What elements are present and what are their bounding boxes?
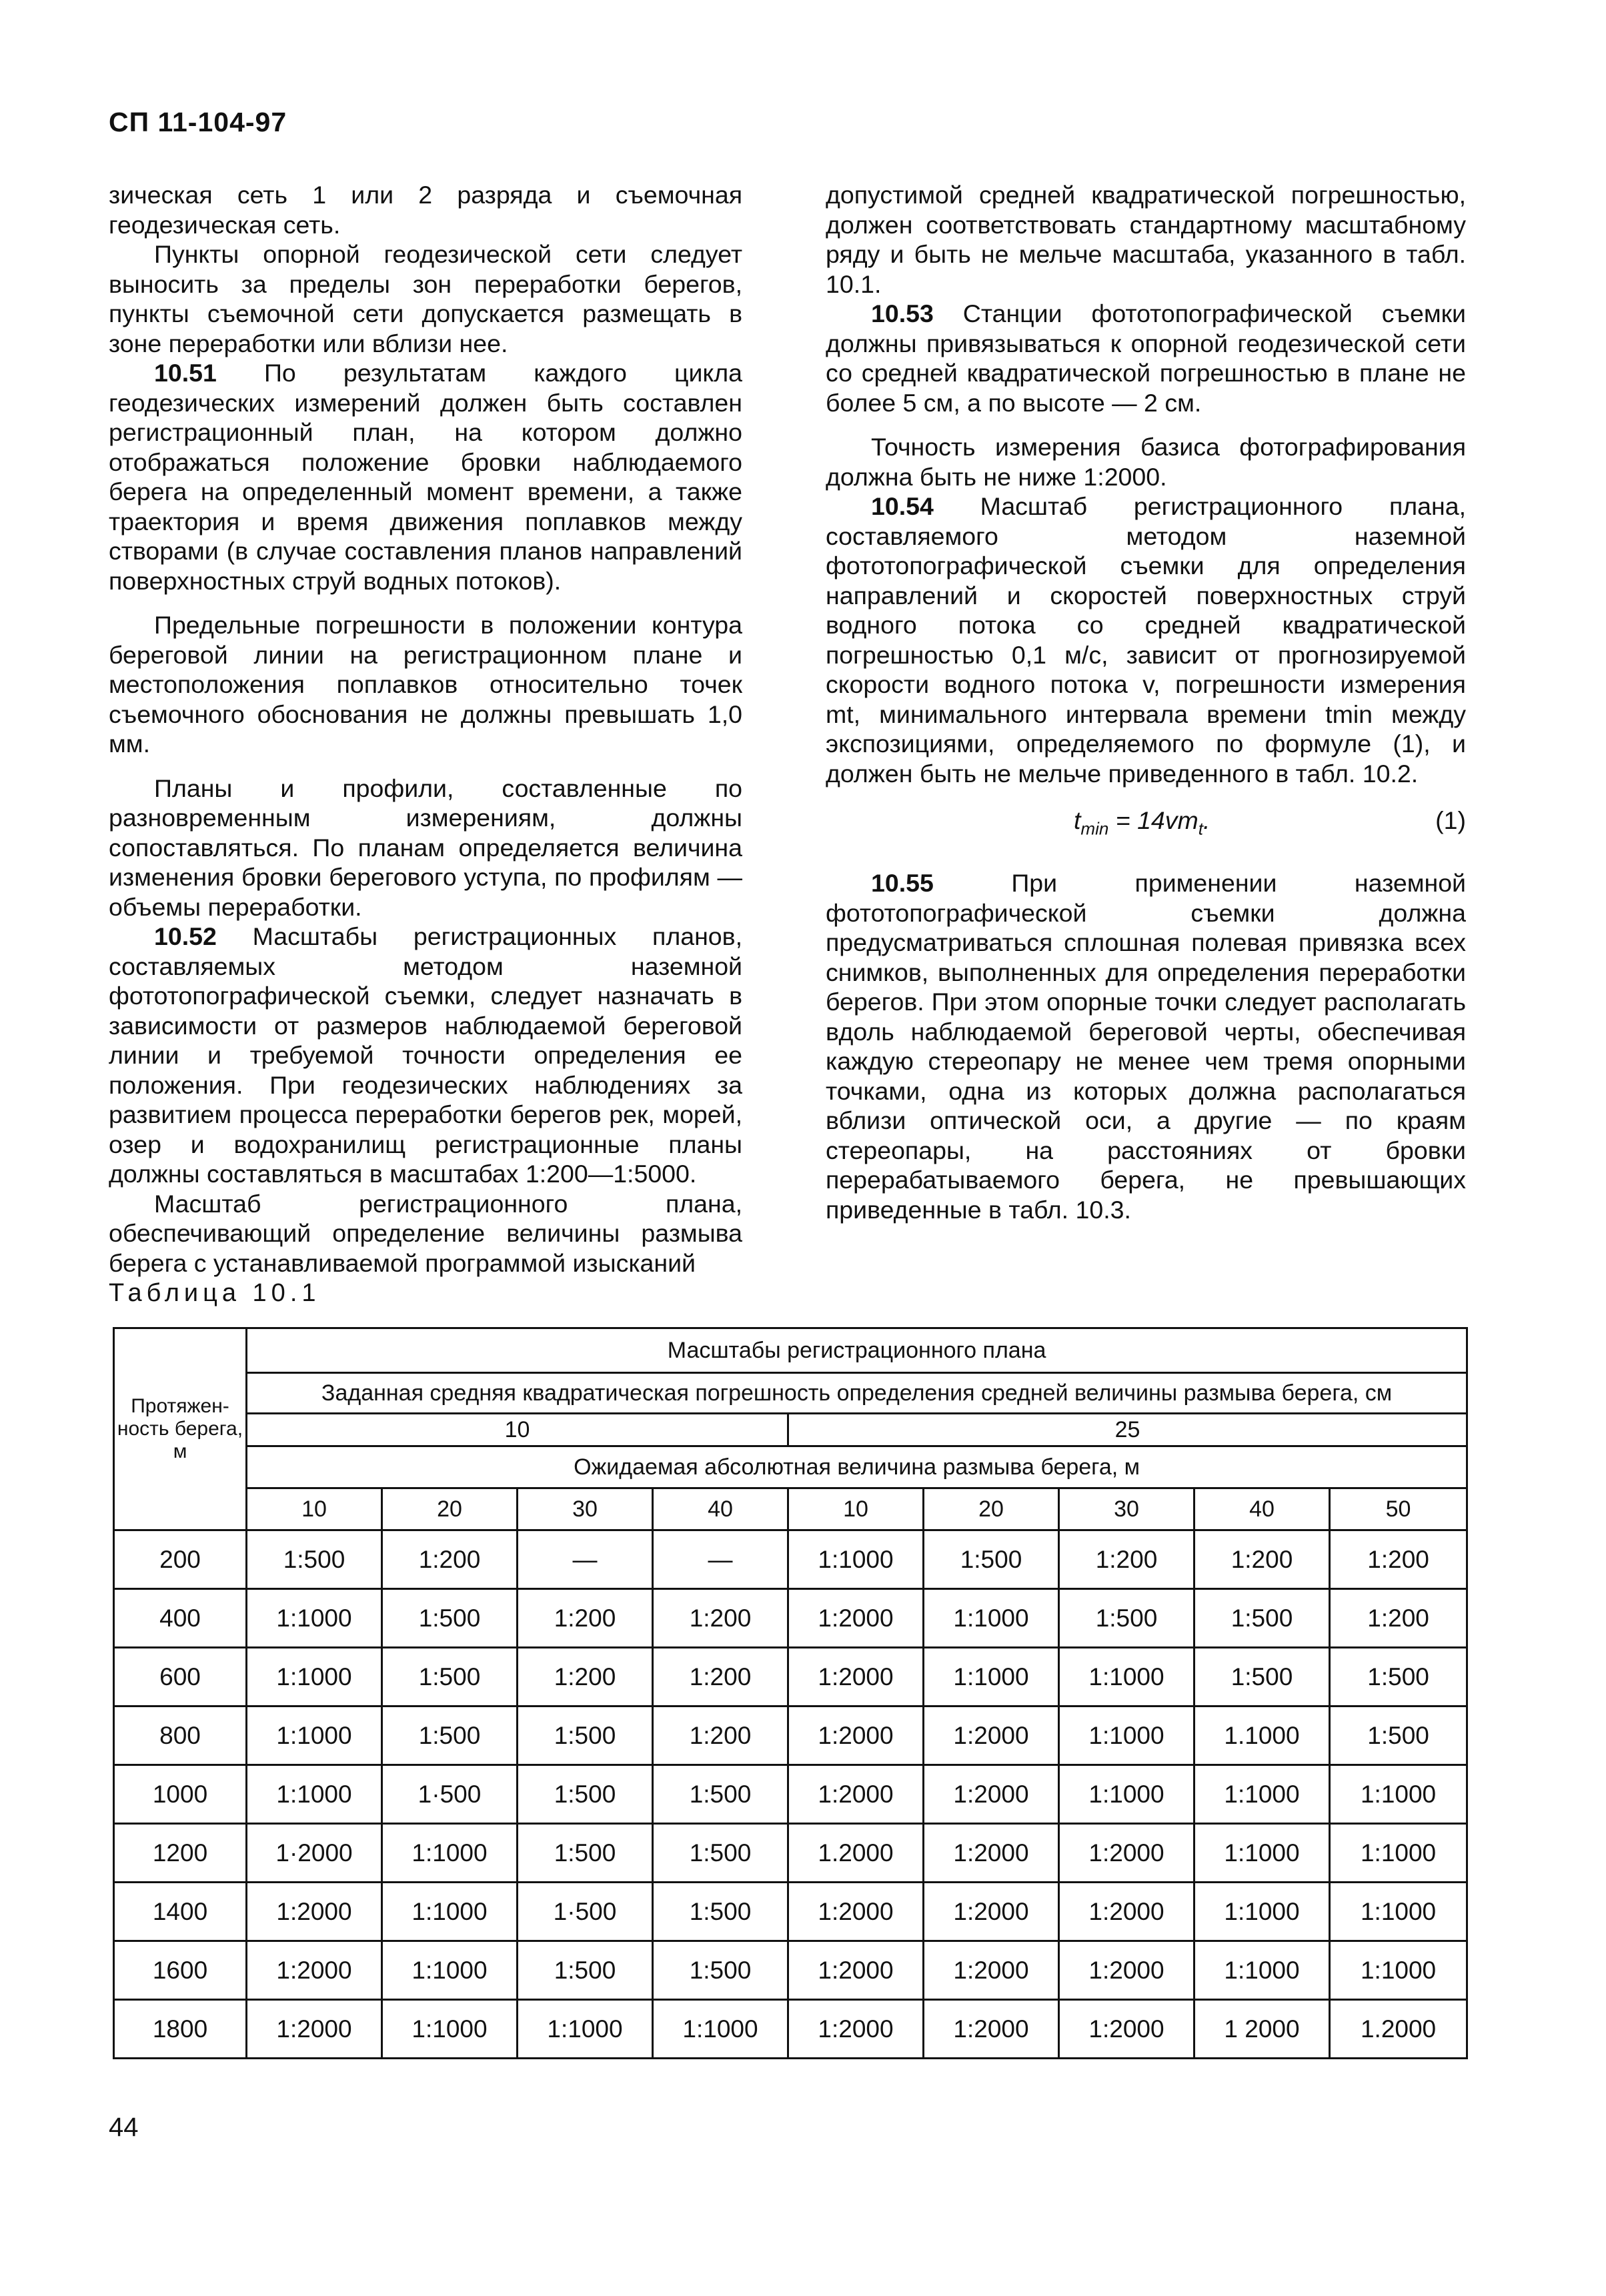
table-row [114, 1824, 1467, 1883]
column-header: 10 [788, 1488, 924, 1530]
table-cell: 1:2000 [1059, 1824, 1194, 1883]
table-row [114, 1941, 1467, 2000]
paragraph-text: Точность измерения базиса фотографирования должна быть не ниже 1:2000. [826, 433, 1466, 491]
formula-lhs-sub: min [1080, 818, 1109, 839]
table-cell: 1:2000 [788, 1765, 924, 1824]
table-cell: 1:2000 [788, 1706, 924, 1765]
table-cell: 1:2000 [1059, 1941, 1194, 2000]
row-length: 200 [114, 1530, 247, 1589]
paragraph [109, 610, 742, 759]
table-cell: 1.2000 [788, 1824, 924, 1883]
table-cell: 1:1000 [1194, 1883, 1330, 1941]
table-cell: 1:1000 [1330, 1883, 1467, 1941]
row-length: 800 [114, 1706, 247, 1765]
table-cell: 1:200 [382, 1530, 518, 1589]
column-header: 10 [247, 1488, 382, 1530]
paragraph-text: Масштабы регистрационных планов, составляемых методом наземной фототопографической съемки, следует назначать в зависимости от размеров наблюдаемой береговой линии и требуемой точности определения ее положения. При геодезических наблюдениях за развитием процесса переработки берегов рек, морей, озер и водохранилищ регистрационные планы должны составляться в масштабах 1:200—1:5000. [109, 922, 742, 1188]
table-title: Масштабы регистрационного плана [247, 1328, 1467, 1373]
column-header: 30 [518, 1488, 653, 1530]
table-cell: 1:200 [1059, 1530, 1194, 1589]
table-cell: 1:2000 [247, 1883, 382, 1941]
table-cell: 1:1000 [1194, 1941, 1330, 2000]
table-cell: 1:2000 [788, 1648, 924, 1706]
table-cell: 1:1000 [247, 1648, 382, 1706]
table-cell: 1:2000 [924, 1765, 1059, 1824]
paragraph-text: Станции фототопографической съемки должны привязываться к опорной геодезической сети со средней квадратической погрешностью в плане не более 5 см, а по высоте — 2 см. [826, 299, 1466, 417]
column-header: 40 [1194, 1488, 1330, 1530]
paragraph-text: Планы и профили, составленные по разновременным измерениям, должны сопоставляться. По планам определяется величина изменения бровки берегового уступа, по профилям — объемы переработки. [109, 774, 742, 921]
table-cell: 1:1000 [1194, 1765, 1330, 1824]
table-caption: Таблица 10.1 [109, 1279, 321, 1307]
table-cell: 1:1000 [382, 1883, 518, 1941]
table-cell: 1:500 [1330, 1706, 1467, 1765]
table-cell: 1:1000 [247, 1765, 382, 1824]
table-cell: 1:500 [518, 1765, 653, 1824]
table-row [114, 1765, 1467, 1824]
paragraph-text: Пункты опорной геодезической сети следует выносить за пределы зон переработки берегов, пункты съемочной сети допускается размещать в зоне переработки или вблизи нее. [109, 240, 742, 357]
clause-number: 10.54 [871, 492, 934, 520]
paragraph-text: При применении наземной фототопографической съемки должна предусматриваться сплошная полевая привязка всех снимков, выполненных для определения переработки берегов. При этом опорные точки следует располагать вдоль наблюдаемой береговой черты, обеспечивая каждую стереопару не менее чем тремя опорными точками, одна из которых должна располагаться вблизи оптической оси, а другие — по краям стереопары, на расстояниях от бровки перерабатываемого берега, не превышающих приведенные в табл. 10.3. [826, 869, 1466, 1224]
paragraph [826, 491, 1466, 788]
page-number: 44 [109, 2113, 139, 2142]
paragraph [109, 358, 742, 596]
clause-number: 10.52 [154, 922, 217, 950]
table-cell: 1:2000 [924, 1824, 1059, 1883]
formula [826, 806, 1466, 839]
table-cell: 1:500 [653, 1883, 788, 1941]
left-column [109, 180, 742, 1278]
formula-body: = 14vm [1108, 806, 1198, 834]
table-cell: 1:200 [1330, 1530, 1467, 1589]
right-column [826, 180, 1466, 1224]
group-header: 25 [788, 1414, 1467, 1446]
table-cell: 1:500 [518, 1824, 653, 1883]
row-length: 1400 [114, 1883, 247, 1941]
table-cell: 1:1000 [653, 2000, 788, 2059]
table-cell: 1:200 [653, 1648, 788, 1706]
table-cell: 1:2000 [788, 1589, 924, 1648]
column-header: 20 [382, 1488, 518, 1530]
table-cell: 1:1000 [518, 2000, 653, 2059]
table-cell: 1:200 [518, 1589, 653, 1648]
table-cell: 1:200 [1194, 1530, 1330, 1589]
table-cell: 1·2000 [247, 1824, 382, 1883]
paragraph [109, 922, 742, 1189]
table-cell: 1:1000 [382, 1824, 518, 1883]
table-cell: 1:1000 [924, 1648, 1059, 1706]
table-cell: 1:500 [382, 1648, 518, 1706]
table-cell: 1:2000 [924, 1941, 1059, 2000]
row-length: 1800 [114, 2000, 247, 2059]
table-cell: 1:500 [653, 1941, 788, 2000]
row-length: 1200 [114, 1824, 247, 1883]
table-cell: 1:200 [518, 1648, 653, 1706]
table-cell: 1:1000 [1194, 1824, 1330, 1883]
table-cell: 1:1000 [1059, 1706, 1194, 1765]
document-header: СП 11-104-97 [109, 107, 287, 137]
table-row [114, 1530, 1467, 1589]
group-header: 10 [247, 1414, 788, 1446]
table-cell: 1:500 [1330, 1648, 1467, 1706]
table-cell: 1:2000 [788, 1941, 924, 2000]
table-cell: 1:500 [247, 1530, 382, 1589]
table-cell: 1:2000 [788, 2000, 924, 2059]
table-cell: 1:2000 [1059, 1883, 1194, 1941]
table-row [114, 2000, 1467, 2059]
table-cell: 1.1000 [1194, 1706, 1330, 1765]
column-header: 50 [1330, 1488, 1467, 1530]
table-cell: 1:1000 [247, 1706, 382, 1765]
table-cell: 1 2000 [1194, 2000, 1330, 2059]
table-cell: 1:1000 [382, 2000, 518, 2059]
table-cell: 1·500 [382, 1765, 518, 1824]
table-cell: 1:500 [518, 1941, 653, 2000]
table-cell: 1:2000 [247, 1941, 382, 2000]
table-row [114, 1883, 1467, 1941]
table-cell: — [653, 1530, 788, 1589]
table-row [114, 1706, 1467, 1765]
table-row [114, 1648, 1467, 1706]
paragraph-text: По результатам каждого цикла геодезических измерений должен быть составлен регистрационный план, на котором должно отображаться положение бровки наблюдаемого берега на определенный момент времени, а также траектория и время движения поплавков между створами (в случае составления планов направлений поверхностных струй водных потоков). [109, 359, 742, 595]
table-subheader: Ожидаемая абсолютная величина размыва берега, м [247, 1446, 1467, 1488]
paragraph [109, 180, 742, 239]
paragraph [826, 432, 1466, 491]
table-cell: 1:1000 [247, 1589, 382, 1648]
table-cell: 1:200 [653, 1589, 788, 1648]
table-cell: 1:2000 [1059, 2000, 1194, 2059]
formula-rhs-sub: t [1198, 818, 1203, 839]
table-cell: 1:1000 [1330, 1941, 1467, 2000]
table-cell: 1:200 [1330, 1589, 1467, 1648]
paragraph [109, 774, 742, 922]
table-cell: 1:1000 [788, 1530, 924, 1589]
table-cell: 1·500 [518, 1883, 653, 1941]
paragraph [109, 1189, 742, 1278]
table-cell: 1:1000 [1330, 1765, 1467, 1824]
table-subtitle: Заданная средняя квадратическая погрешность определения средней величины размыва берега, см [247, 1373, 1467, 1414]
table-cell: 1:2000 [247, 2000, 382, 2059]
table-cell: — [518, 1530, 653, 1589]
table-cell: 1:500 [518, 1706, 653, 1765]
paragraph [109, 239, 742, 358]
table-cell: 1:1000 [382, 1941, 518, 2000]
table-cell: 1:500 [653, 1765, 788, 1824]
paragraph-text: допустимой средней квадратической погрешностью, должен соответствовать стандартному масштабному ряду и быть не мельче масштаба, указанного в табл. 10.1. [826, 181, 1466, 298]
table-cell: 1:500 [382, 1589, 518, 1648]
row-length: 400 [114, 1589, 247, 1648]
table-cell: 1:500 [382, 1706, 518, 1765]
table-cell: 1:200 [653, 1706, 788, 1765]
table-cell: 1:500 [1194, 1589, 1330, 1648]
table-cell: 1:500 [653, 1824, 788, 1883]
table-cell: 1:500 [924, 1530, 1059, 1589]
table-cell: 1:2000 [924, 1883, 1059, 1941]
row-length: 1000 [114, 1765, 247, 1824]
table-cell: 1:1000 [1059, 1648, 1194, 1706]
column-header: 30 [1059, 1488, 1194, 1530]
table-cell: 1:500 [1194, 1648, 1330, 1706]
table-cell: 1:1000 [924, 1589, 1059, 1648]
column-header: 40 [653, 1488, 788, 1530]
paragraph-text: Масштаб регистрационного плана, составляемого методом наземной фототопографической съемки для определения направлений и скоростей поверхностных струй водного потока со средней квадратической погрешностью 0,1 м/с, зависит от прогнозируемой скорости водного потока v, погрешности измерения mt, минимального интервала времени tmin между экспозициями, определяемого по формуле (1), и должен быть не мельче приведенного в табл. 10.2. [826, 492, 1466, 788]
formula-number: (1) [1435, 806, 1466, 834]
table-cell: 1:2000 [924, 2000, 1059, 2059]
column-header: 20 [924, 1488, 1059, 1530]
table-cell: 1:500 [1059, 1589, 1194, 1648]
clause-number: 10.51 [154, 359, 217, 387]
table-cell: 1:2000 [924, 1706, 1059, 1765]
clause-number: 10.55 [871, 869, 934, 897]
table-cell: 1:1000 [1059, 1765, 1194, 1824]
table-cell: 1:2000 [788, 1883, 924, 1941]
paragraph [826, 299, 1466, 417]
table-row [114, 1589, 1467, 1648]
row-header-length: Протяжен-ность берега, м [114, 1328, 247, 1530]
paragraph [826, 180, 1466, 299]
row-length: 600 [114, 1648, 247, 1706]
clause-number: 10.53 [871, 299, 934, 327]
row-length: 1600 [114, 1941, 247, 2000]
paragraph-text: Предельные погрешности в положении контура береговой линии на регистрационном плане и местоположения поплавков относительно точек съемочного обоснования не должны превышать 1,0 мм. [109, 611, 742, 758]
table-cell: 1:1000 [1330, 1824, 1467, 1883]
table-cell: 1.2000 [1330, 2000, 1467, 2059]
paragraph [826, 868, 1466, 1224]
formula-end: . [1203, 806, 1211, 834]
paragraph-text: зическая сеть 1 или 2 разряда и съемочная геодезическая сеть. [109, 181, 742, 239]
scale-table [113, 1327, 1468, 2059]
paragraph-text: Масштаб регистрационного плана, обеспечивающий определение величины размыва берега с устанавливаемой программой изысканий [109, 1189, 742, 1277]
formula-lhs: t [1074, 806, 1081, 834]
